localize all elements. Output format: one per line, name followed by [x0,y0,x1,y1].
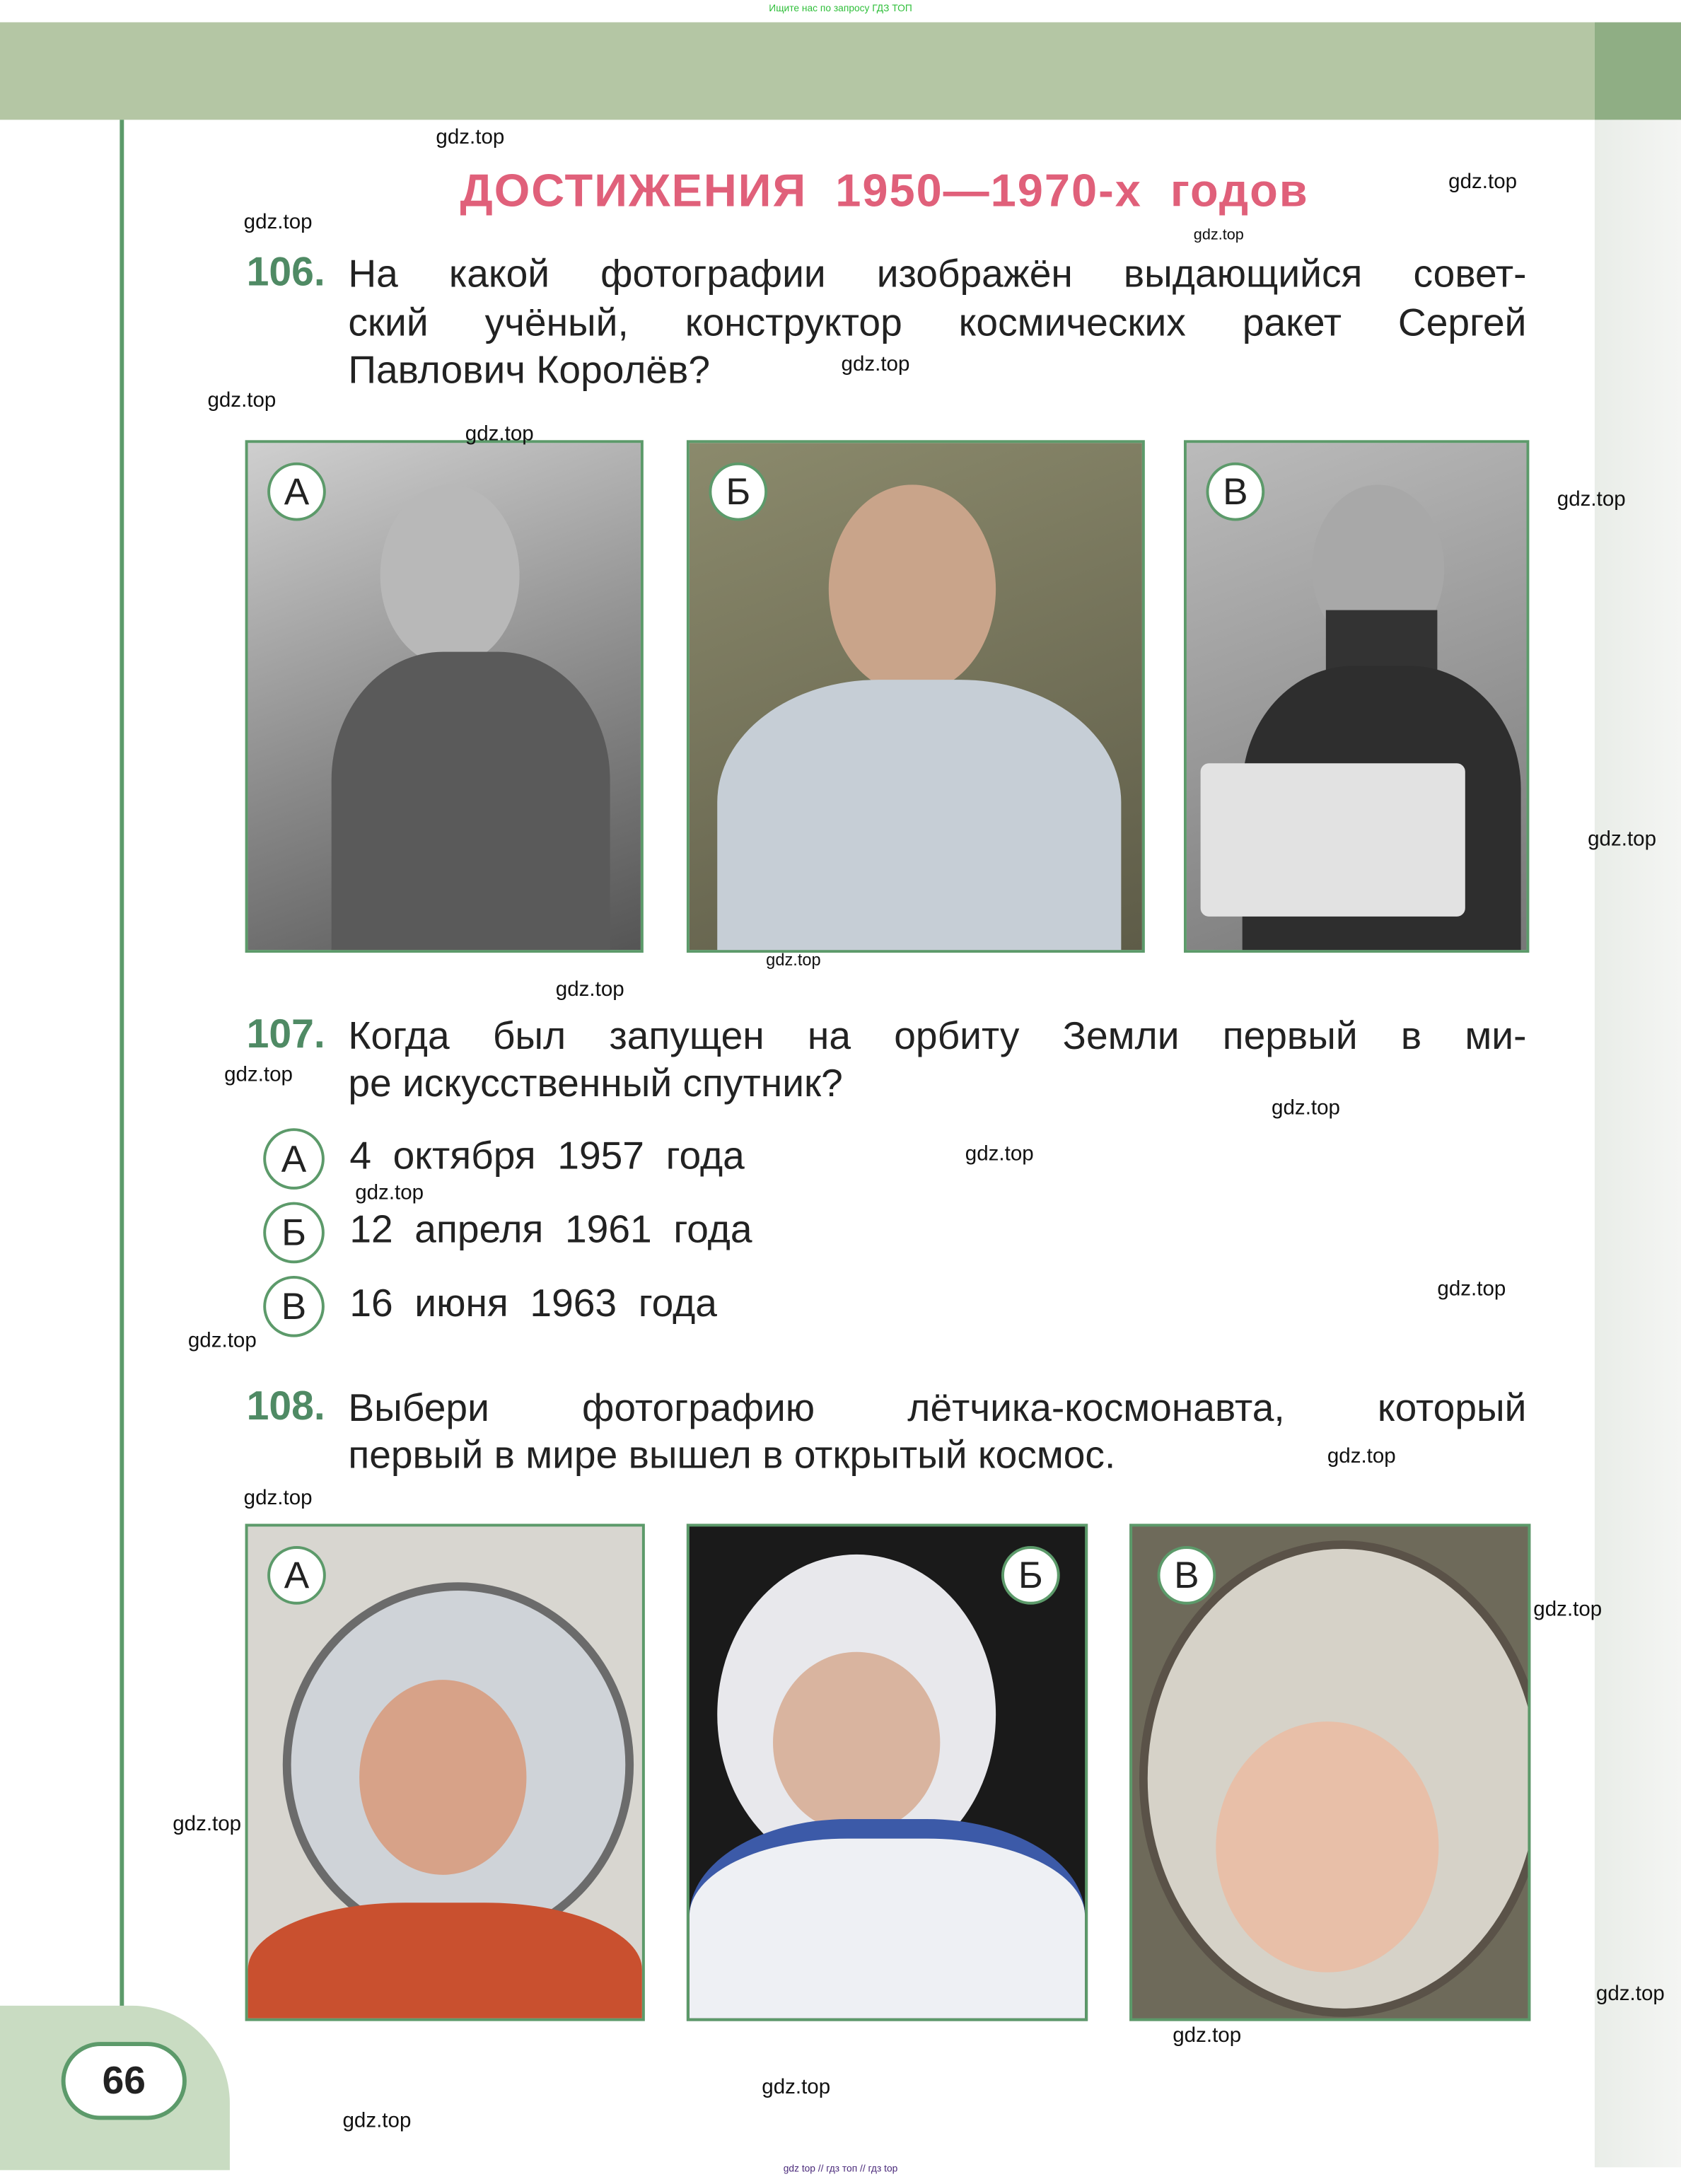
watermark: gdz.top [243,1486,313,1510]
spacesuit [690,1819,1085,2021]
person-face [359,1680,526,1875]
question-108-line: Выбери фотографию лётчика-космонавта, который [348,1386,1527,1429]
watermark: gdz.top [187,1328,257,1353]
person-body [332,652,610,953]
photo-108-a[interactable] [245,1524,645,2021]
watermark: gdz.top [355,1181,424,1205]
watermark: gdz.top [841,352,910,376]
photo-106-a[interactable] [245,440,644,953]
page-edge-band [1595,23,1681,120]
bottom-note: gdz top // гдз топ // гдз top [783,2164,898,2175]
watermark: gdz.top [1588,827,1657,852]
question-107-number: 107. [246,1012,325,1057]
option-label: Б [263,1202,325,1264]
question-106-line: На какой фотографии изображён выдающийся совет- [348,252,1527,296]
watermark: gdz.top [342,2108,412,2133]
watermark: gdz.top [555,977,624,1001]
spacesuit [248,1903,642,2021]
person-face [1216,1721,1438,1972]
page-number: 66 [62,2042,187,2120]
question-106-line: ский учёный, конструктор космических ракет Сергей [348,301,1527,344]
photo-label: Б [1001,1546,1060,1605]
photo-label: А [267,1546,326,1605]
watermark: gdz.top [207,388,277,412]
question-106-line: Павлович Королёв? [348,348,711,392]
option-text: 4 октября 1957 года [349,1134,745,1178]
watermark: gdz.top [173,1812,242,1836]
person-head [829,484,996,693]
photo-106-b[interactable] [687,440,1145,953]
watermark: gdz.top [965,1142,1034,1166]
person-head [380,484,520,666]
person-body [717,680,1121,953]
watermark: gdz.top [436,125,505,149]
question-106-number: 106. [246,250,325,296]
watermark: gdz.top [766,950,821,970]
question-107-line: Когда был запущен на орбиту Земли первый в ми- [348,1013,1527,1057]
watermark: gdz.top [243,210,313,234]
page-title: ДОСТИЖЕНИЯ 1950—1970-х годов [460,164,1309,216]
question-107-line: ре искусственный спутник? [348,1061,843,1105]
option-label: В [263,1276,325,1337]
photo-label: А [267,463,326,521]
question-108-line: первый в мире вышел в открытый космос. [348,1433,1116,1477]
watermark: gdz.top [1595,1982,1665,2006]
watermark: gdz.top [1557,487,1626,511]
photo-label: В [1158,1546,1216,1605]
option-text: 12 апреля 1961 года [349,1207,752,1251]
photo-label: Б [709,463,767,521]
photo-108-c[interactable] [1129,1524,1530,2021]
watermark: gdz.top [1193,227,1244,244]
photo-label: В [1206,463,1265,521]
watermark: gdz.top [465,422,534,446]
watermark: gdz.top [1272,1096,1340,1120]
watermark: gdz.top [224,1062,293,1087]
question-108-number: 108. [246,1384,325,1429]
paper-sheet [1201,763,1465,917]
watermark: gdz.top [1173,2023,1242,2048]
watermark: gdz.top [1437,1277,1506,1301]
page-edge [1595,23,1681,2168]
header-band [0,23,1595,120]
photo-106-c[interactable] [1184,440,1529,953]
option-text: 16 июня 1963 года [349,1281,717,1325]
watermark: gdz.top [1327,1444,1396,1468]
watermark: gdz.top [1533,1597,1603,1622]
top-note: Ищите нас по запросу ГДЗ ТОП [769,4,912,14]
margin-line [120,120,124,2014]
person-face [773,1652,940,1833]
option-label: А [263,1128,325,1190]
watermark: gdz.top [762,2075,831,2099]
watermark: gdz.top [1448,170,1518,194]
photo-108-b[interactable] [687,1524,1088,2021]
